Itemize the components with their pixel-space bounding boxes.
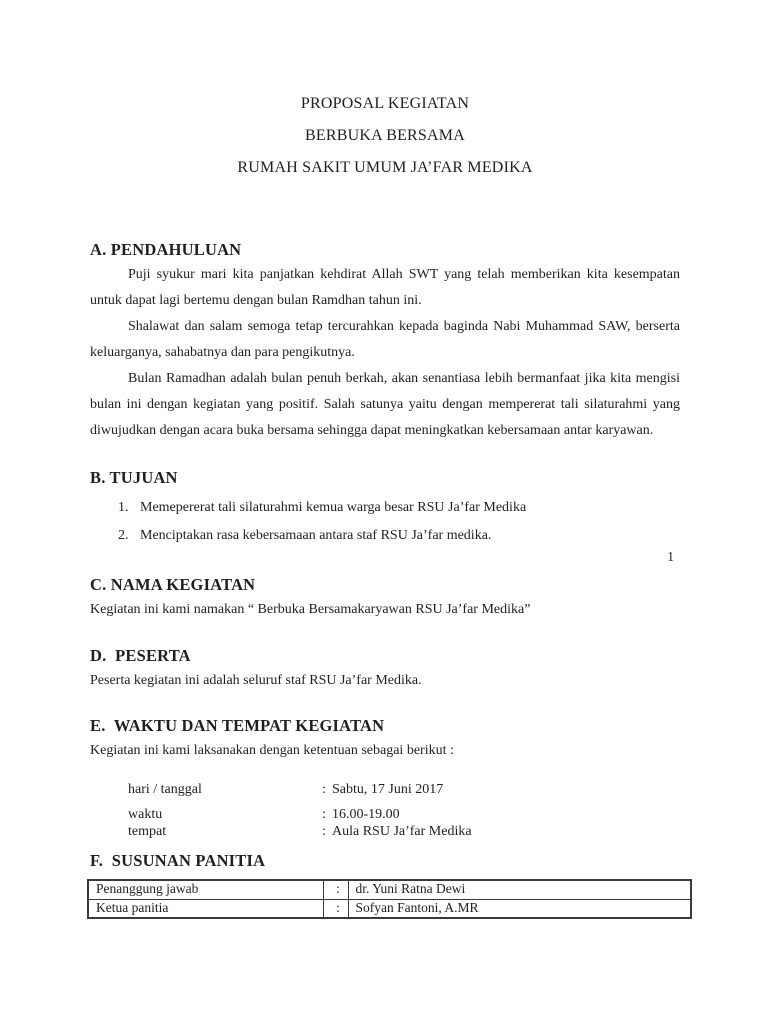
section-b-heading: B. TUJUAN [90, 468, 178, 487]
section-c-body: Kegiatan ini kami namakan “ Berbuka Bersamakaryawan RSU Ja’far Medika” [90, 602, 531, 617]
list-item [90, 494, 680, 522]
table-cell-separator: : [323, 880, 348, 899]
list-item-text: Memepererat tali silaturahmi kemua warga besar RSU Ja’far Medika [140, 500, 527, 515]
section-a-paragraph-3: Bulan Ramadhan adalah bulan penuh berkah, akan senantiasa lebih bermanfaat jika kita mengisi bulan ini dengan kegiatan yang positif. Salah satunya yaitu dengan mempererat tali silaturahmi yang diwujudkan dengan acara buka bersama sehingga dapat meningkatkan kebersamaan antar karyawan. [90, 371, 680, 438]
table-cell-role: Penanggung jawab [88, 880, 323, 899]
section-d-body: Peserta kegiatan ini adalah seluruf staf RSU Ja’far Medika. [90, 673, 422, 688]
table-row [88, 899, 691, 918]
detail-label: tempat [128, 824, 167, 839]
detail-row-date [128, 780, 680, 800]
list-item-number: 1. [118, 500, 129, 515]
detail-value: Aula RSU Ja’far Medika [332, 824, 472, 839]
title-line-3: RUMAH SAKIT UMUM JA’FAR MEDIKA [237, 159, 533, 176]
table-row [88, 880, 691, 899]
section-a-paragraph-1: Puji syukur mari kita panjatkan kehdirat Allah SWT yang telah memberikan kita kesempatan untuk dapat lagi bertemu dengan bulan Ramdhan tahun ini. [90, 267, 680, 308]
section-e-heading: E. WAKTU DAN TEMPAT KEGIATAN [90, 716, 385, 735]
page-number: 1 [667, 549, 674, 564]
detail-separator: : [322, 824, 326, 839]
detail-row-place [128, 823, 680, 840]
table-cell-name: Sofyan Fantoni, A.MR [348, 899, 691, 918]
section-e-intro: Kegiatan ini kami laksanakan dengan ketentuan sebagai berikut : [90, 743, 454, 758]
detail-value: Sabtu, 17 Juni 2017 [332, 782, 444, 797]
detail-value: 16.00-19.00 [332, 807, 400, 822]
detail-separator: : [322, 807, 326, 822]
list-item-number: 2. [118, 528, 129, 543]
title-line-2: BERBUKA BERSAMA [305, 127, 465, 144]
table-cell-name: dr. Yuni Ratna Dewi [348, 880, 691, 899]
section-b-list [90, 494, 680, 550]
list-item [90, 522, 680, 550]
section-a-paragraph-2: Shalawat dan salam semoga tetap tercurahkan kepada baginda Nabi Muhammad SAW, berserta keluarganya, sahabatnya dan para pengikutnya. [90, 319, 680, 360]
section-d-heading: D. PESERTA [90, 646, 191, 665]
detail-label: hari / tanggal [128, 782, 202, 797]
detail-row-time [128, 806, 680, 823]
committee-table [87, 879, 692, 919]
section-f-heading: F. SUSUNAN PANITIA [90, 851, 266, 870]
list-item-text: Menciptakan rasa kebersamaan antara staf RSU Ja’far medika. [140, 528, 492, 543]
table-cell-role: Ketua panitia [88, 899, 323, 918]
detail-label: waktu [128, 807, 163, 822]
section-c-heading: C. NAMA KEGIATAN [90, 575, 256, 594]
title-line-1: PROPOSAL KEGIATAN [300, 95, 470, 112]
event-details [90, 780, 680, 840]
table-cell-separator: : [323, 899, 348, 918]
document-title [90, 88, 680, 184]
section-a-heading: A. PENDAHULUAN [90, 240, 242, 259]
detail-separator: : [322, 782, 326, 797]
